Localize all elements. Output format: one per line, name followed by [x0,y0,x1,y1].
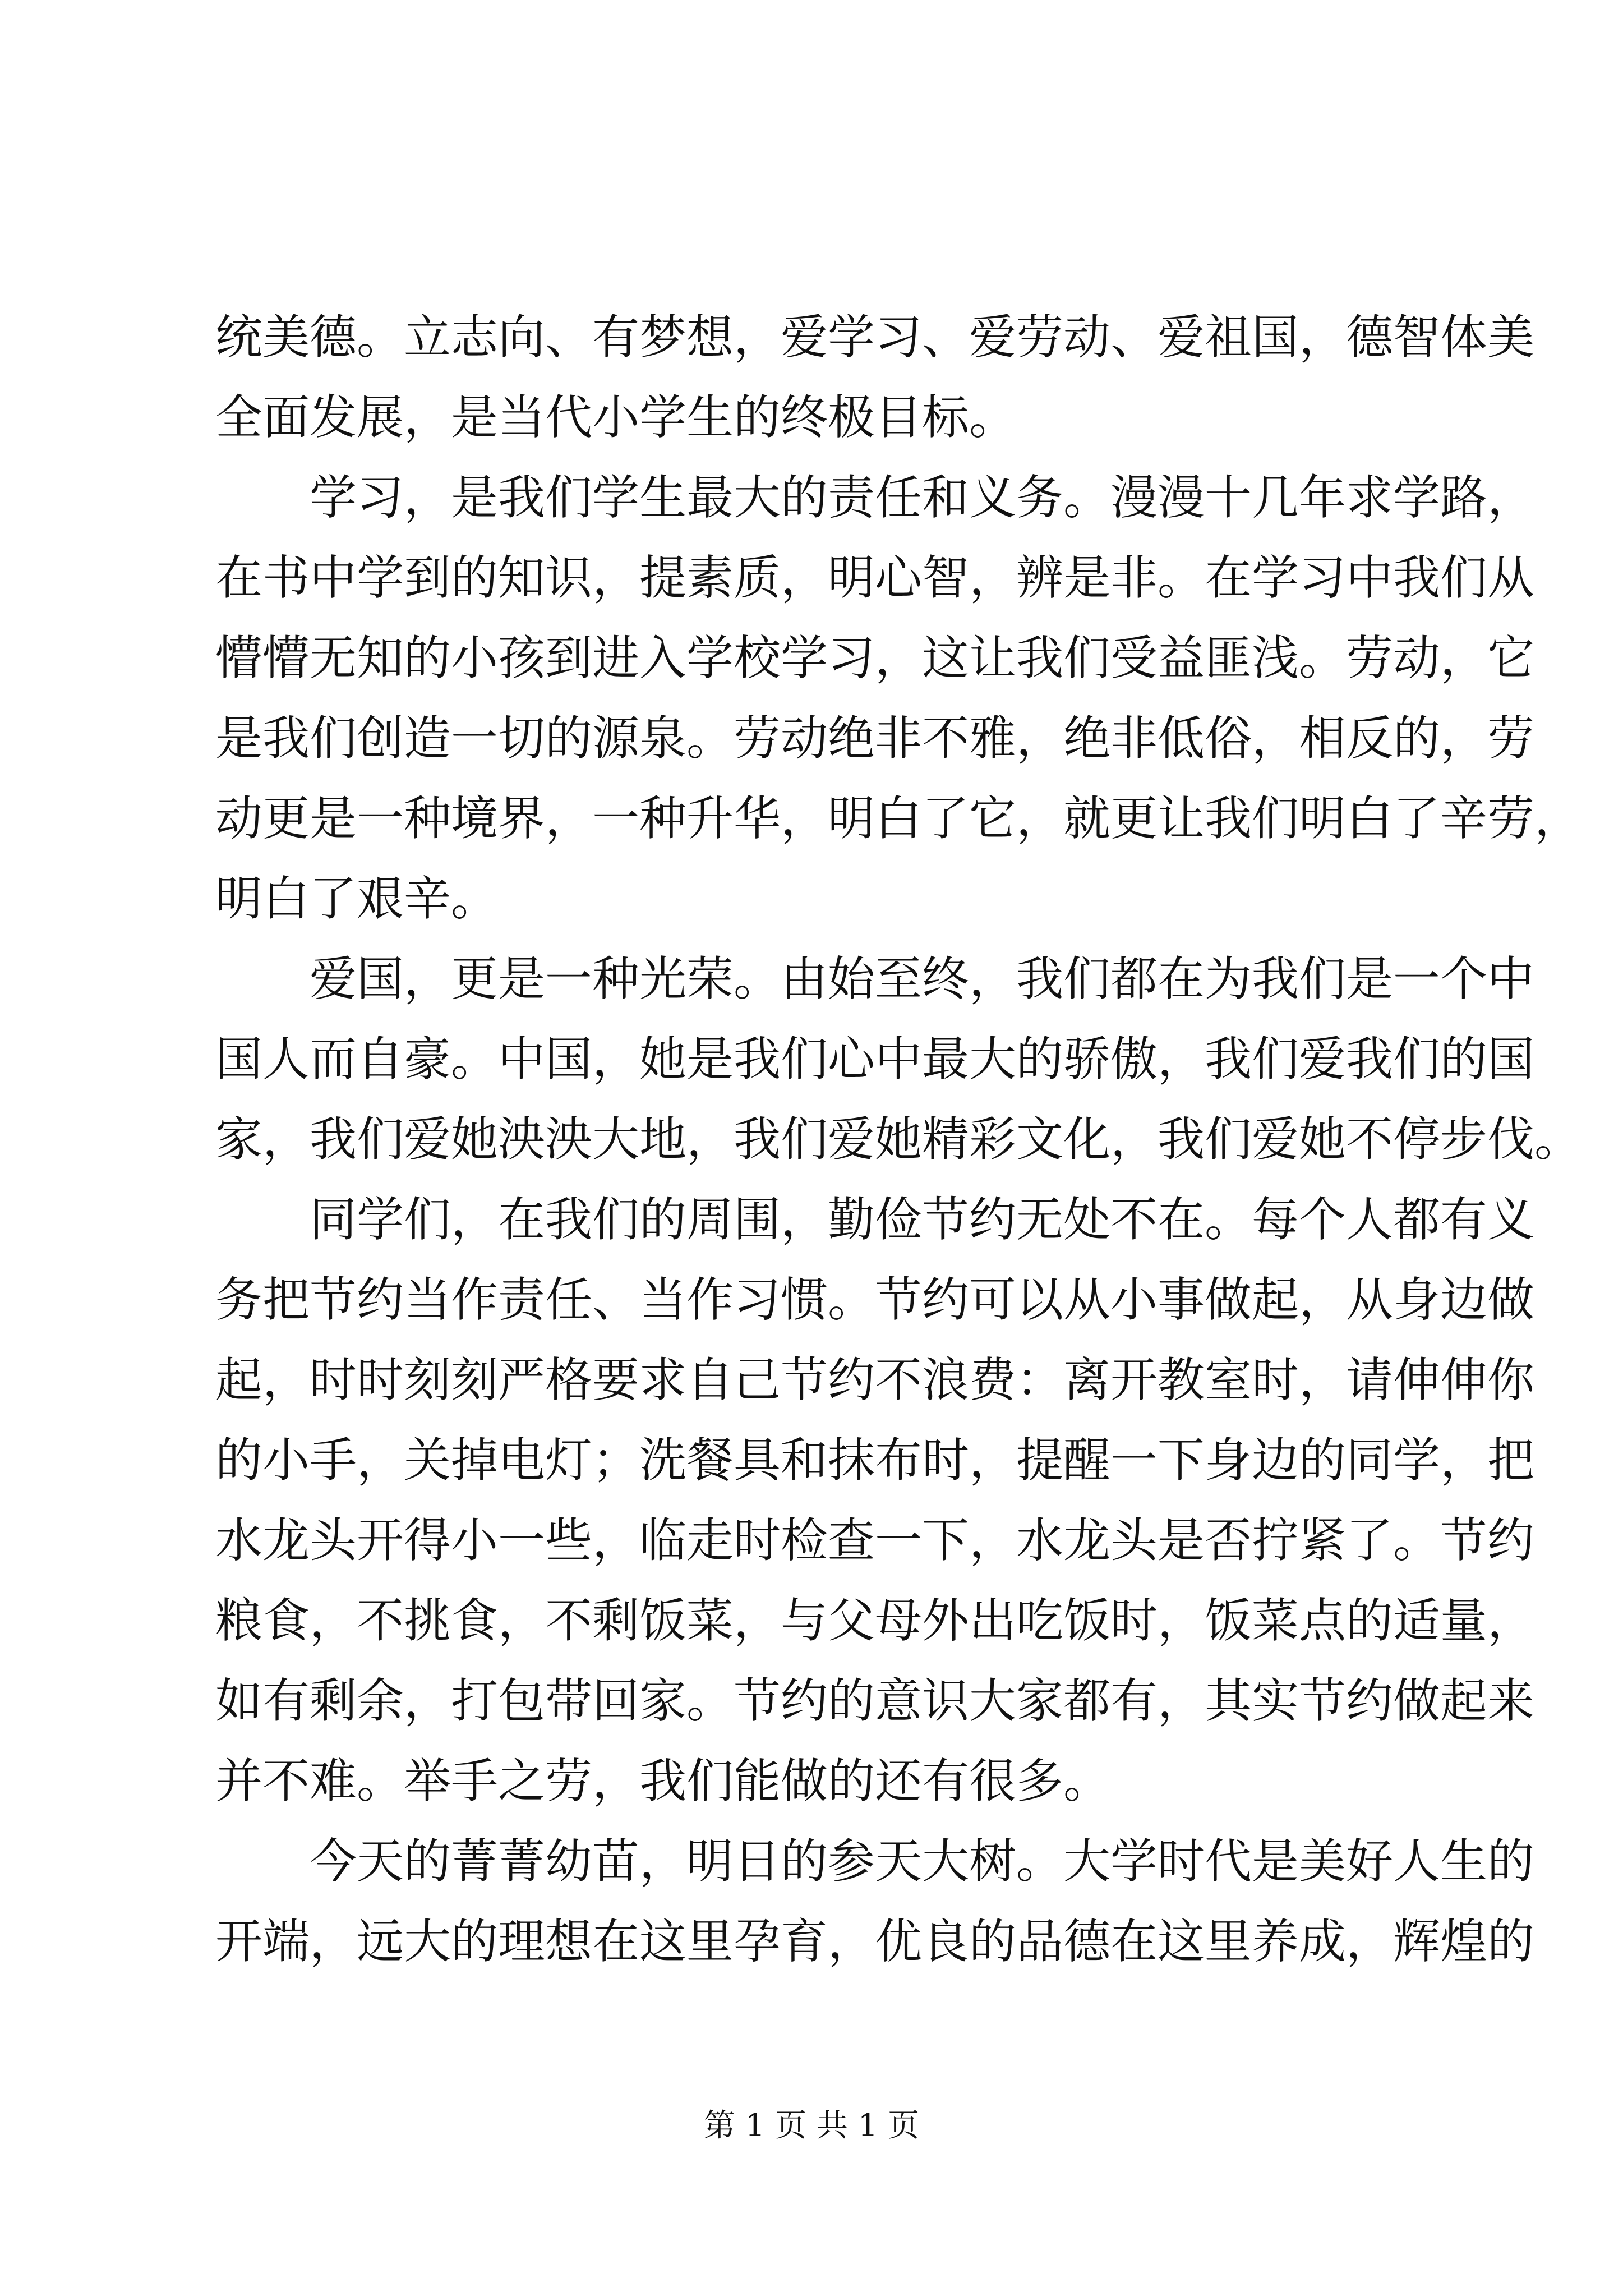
body-text [215,297,1582,1982]
text-line: 起，时时刻刻严格要求自己节约不浪费：离开教室时，请伸伸你 [215,1352,1535,1407]
text-line: 粮食，不挑食，不剩饭菜，与父母外出吃饭时，饭菜点的适量， [215,1593,1535,1648]
text-line: 国人而自豪。中国，她是我们心中最大的骄傲，我们爱我们的国 [215,1032,1535,1087]
text-line: 务把节约当作责任、当作习惯。节约可以从小事做起，从身边做 [215,1272,1535,1327]
text-line: 开端，远大的理想在这里孕育，优良的品德在这里养成，辉煌的 [215,1914,1535,1969]
text-line: 水龙头开得小一些，临走时检查一下，水龙头是否拧紧了。节约 [215,1513,1535,1568]
page-number-footer: 第 1 页 共 1 页 [703,2108,920,2144]
text-line: 明白了艰辛。 [215,871,499,926]
text-line: 的小手，关掉电灯；洗餐具和抹布时，提醒一下身边的同学，把 [215,1433,1535,1488]
text-line: 在书中学到的知识，提素质，明心智，辨是非。在学习中我们从 [215,550,1535,605]
text-line: 并不难。举手之劳，我们能做的还有很多。 [215,1754,1111,1809]
text-line: 学习，是我们学生最大的责任和义务。漫漫十几年求学路， [310,470,1535,525]
text-line: 全面发展，是当代小学生的终极目标。 [215,390,1017,445]
text-line: 今天的菁菁幼苗，明日的参天大树。大学时代是美好人生的 [310,1834,1535,1889]
text-line: 家，我们爱她泱泱大地，我们爱她精彩文化，我们爱她不停步伐。 [215,1112,1582,1167]
text-line: 懵懵无知的小孩到进入学校学习，这让我们受益匪浅。劳动，它 [215,631,1535,685]
text-line: 同学们，在我们的周围，勤俭节约无处不在。每个人都有义 [310,1192,1535,1247]
text-line: 动更是一种境界，一种升华，明白了它，就更让我们明白了辛劳， [215,791,1582,846]
text-line: 是我们创造一切的源泉。劳动绝非不雅，绝非低俗，相反的，劳 [215,711,1535,766]
text-line: 如有剩余，打包带回家。节约的意识大家都有，其实节约做起来 [215,1673,1535,1728]
text-line: 统美德。立志向、有梦想，爱学习、爱劳动、爱祖国，德智体美 [215,310,1535,365]
text-line: 爱国，更是一种光荣。由始至终，我们都在为我们是一个中 [310,951,1535,1006]
